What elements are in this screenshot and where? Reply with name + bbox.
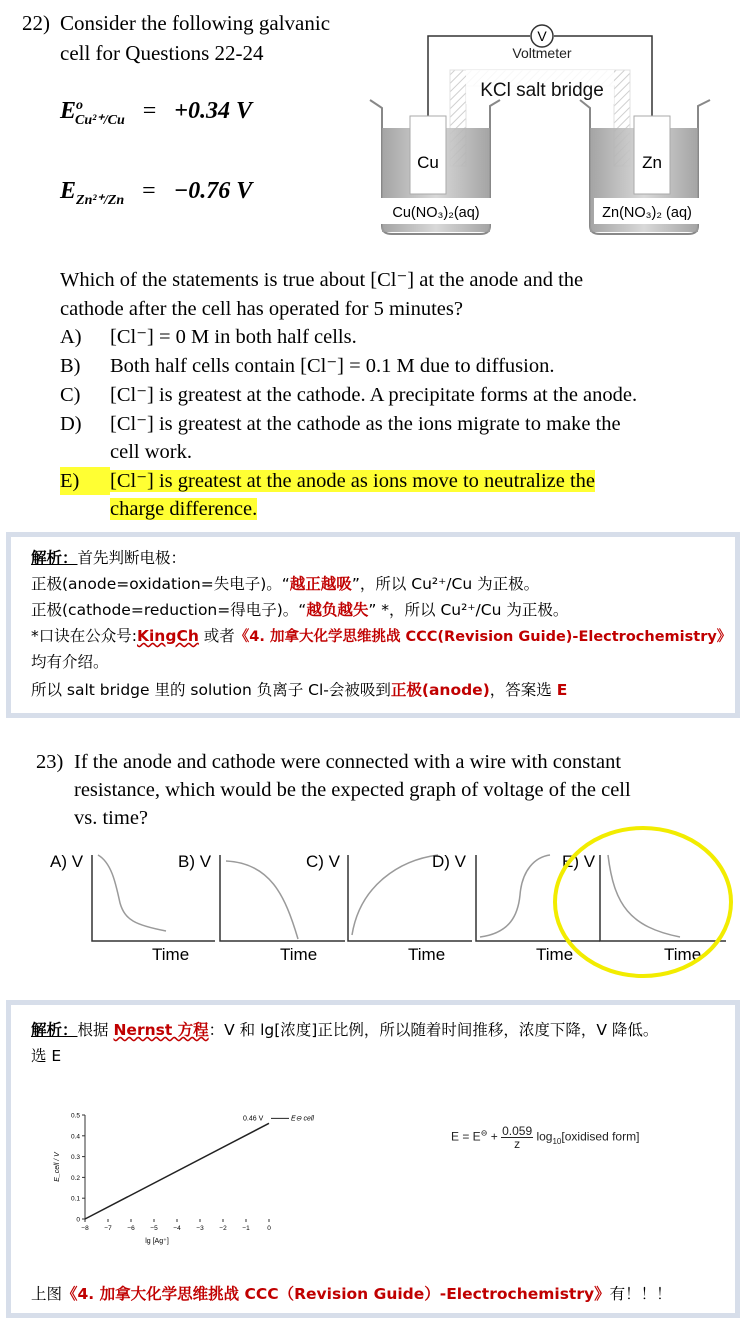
analysis1-line6 (31, 679, 567, 701)
nernst-annotation: 0.46 V (243, 1115, 264, 1123)
option-letter: E) (60, 467, 110, 495)
nernst-data-line (85, 1123, 269, 1219)
graph-c-curve (352, 855, 438, 935)
option-text: [Cl⁻] is greatest at the anode as ions move to neutralize the (110, 470, 596, 492)
graph-e-label: E) V (562, 852, 596, 871)
nernst-x-tick-label: −4 (173, 1225, 181, 1232)
option-letter: D) (60, 413, 82, 435)
e-zn-symbol: E (60, 178, 77, 204)
q23-line1: If the anode and cathode were connected with a wire with constant (74, 751, 622, 773)
nernst-x-tick-label: −8 (81, 1225, 89, 1232)
graph-d-xlabel: Time (536, 945, 574, 964)
e-zn-sub: Zn²⁺/Zn (76, 192, 125, 208)
nernst-y-tick-label: 0.5 (70, 1112, 80, 1120)
q22-question-line2: cathode after the cell has operated for 5 minutes? (60, 298, 463, 320)
graph-d-curve (480, 855, 550, 937)
formula-lhs: E = E (451, 1129, 481, 1144)
analysis1-heading: 解析： (31, 549, 78, 567)
formula-plus: + (490, 1129, 498, 1144)
text: ：V 和 lg[浓度]正比例，所以随着时间推移，浓度下降，V 降低。 (208, 1021, 659, 1039)
e-cu-potential (60, 98, 252, 129)
text: ”，所以 Cu²⁺/Cu 为正极。 (351, 575, 540, 593)
red-link: KingCh (136, 627, 199, 645)
e-cu-sub: Cu²⁺/Cu (75, 112, 125, 128)
e-cu-eq: = (142, 98, 157, 124)
option-text: [Cl⁻] is greatest at the cathode. A precipitate forms at the anode. (110, 384, 638, 406)
text: 正极(anode=oxidation=失电子)。“ (31, 575, 290, 593)
graph-a-curve (98, 855, 166, 931)
nernst-annotation-label: E⊖ cell (291, 1115, 314, 1123)
q22-question-line1: Which of the statements is true about [Cl⁻] at the anode and the (60, 269, 584, 291)
text: 有！！！ (609, 1285, 672, 1303)
analysis2-last-line (31, 1283, 672, 1305)
analysis1-line1-text: 首先判断电极： (77, 549, 187, 567)
analysis2-line1 (31, 1019, 658, 1041)
nernst-x-tick-label: −5 (150, 1225, 158, 1232)
option-text: [Cl⁻] is greatest at the cathode as the ions migrate to make the (110, 413, 621, 435)
nernst-y-tick-label: 0 (76, 1216, 80, 1224)
text: ” *，所以 Cu²⁺/Cu 为正极。 (368, 601, 569, 619)
nernst-y-tick-label: 0.1 (70, 1195, 80, 1203)
option-letter: A) (60, 326, 82, 348)
text: 所以 salt bridge 里的 solution 负离子 Cl-会被吸到 (31, 681, 391, 699)
analysis1-line3 (31, 599, 568, 621)
nernst-ylabel: E_cell / V (54, 1152, 61, 1182)
q22-question (60, 266, 583, 324)
option-text-cont: cell work. (110, 441, 192, 463)
formula-log-sub: 10 (552, 1137, 562, 1147)
red-text: 越负越失 (306, 601, 369, 619)
text: ，答案选 (489, 681, 557, 699)
option-d (60, 410, 621, 466)
e-cu-sup: o (76, 98, 84, 113)
voltmeter-symbol: V (537, 28, 547, 44)
nernst-xlabel: lg [Ag⁺] (145, 1238, 169, 1245)
red-title: 《4. 加拿大化学思维挑战 CCC（Revision Guide）-Electrochemistry》 (62, 1285, 610, 1303)
formula-den: z (514, 1137, 521, 1151)
e-zn-value: −0.76 V (173, 178, 253, 204)
option-letter: C) (60, 384, 81, 406)
e-cu-value: +0.34 V (174, 98, 252, 124)
zn-electrode-label: Zn (642, 153, 662, 172)
formula-log: log (536, 1129, 553, 1144)
nernst-chart (39, 1101, 314, 1251)
text: 上图 (31, 1285, 63, 1303)
red-text: Nernst 方程 (113, 1021, 209, 1039)
analysis-box-2 (6, 1000, 740, 1318)
red-text: 正极(anode) (390, 681, 490, 699)
graph-e-xlabel: Time (664, 945, 702, 964)
graph-a-xlabel: Time (152, 945, 190, 964)
option-text-cont: charge difference. (110, 498, 258, 520)
analysis1-line1 (31, 547, 186, 569)
galvanic-cell-diagram (362, 18, 722, 240)
cu-electrode-label: Cu (417, 153, 439, 172)
q23-line2: resistance, which would be the expected graph of voltage of the cell (74, 779, 631, 801)
formula-num: 0.059 (502, 1124, 533, 1138)
text: 正极(cathode=reduction=得电子)。“ (31, 601, 307, 619)
formula-arg: [oxidised form] (561, 1129, 640, 1144)
option-a (60, 323, 357, 351)
analysis1-line5: 均有介绍。 (31, 653, 109, 671)
formula-fraction (501, 1125, 533, 1150)
nernst-y-tick-label: 0.2 (70, 1174, 80, 1182)
text: 或者 (198, 627, 235, 645)
nernst-formula: E = E⊖ + $\frac{0.059}{z}$ $\log_{10}[oxidised$ form] (451, 1124, 640, 1151)
nernst-y-tick-label: 0.4 (70, 1133, 80, 1141)
left-solution-label: Cu(NO₃)₂(aq) (392, 205, 480, 221)
nernst-x-tick-label: −2 (219, 1225, 227, 1232)
q22-intro-line1: Consider the following galvanic (60, 11, 331, 35)
salt-bridge-label: KCl salt bridge (480, 80, 604, 101)
graph-b-xlabel: Time (280, 945, 318, 964)
analysis1-line4 (31, 625, 731, 648)
q23-line3: vs. time? (74, 807, 149, 829)
nernst-x-tick-label: −6 (127, 1225, 135, 1232)
option-b (60, 352, 554, 380)
graph-b-curve (226, 861, 298, 939)
answer: E (556, 681, 568, 699)
nernst-x-tick-label: −1 (242, 1225, 250, 1232)
nernst-x-tick-label: 0 (267, 1225, 271, 1232)
voltmeter-label: Voltmeter (512, 45, 572, 61)
red-title: 《4. 加拿大化学思维挑战 CCC(Revision Guide)-Electrochemistry》 (234, 629, 732, 645)
q23-number: 23) (36, 751, 64, 773)
analysis-box-1 (6, 532, 740, 718)
e-zn-potential (60, 178, 252, 209)
nernst-x-tick-label: −3 (196, 1225, 204, 1232)
e-zn-eq: = (142, 178, 156, 204)
q22-intro-line2: cell for Questions 22-24 (60, 41, 264, 65)
option-text: Both half cells contain [Cl⁻] = 0.1 M due to diffusion. (110, 355, 555, 377)
right-solution-label: Zn(NO₃)₂ (aq) (602, 205, 692, 221)
graph-a-label: A) V (50, 852, 84, 871)
option-text: [Cl⁻] = 0 M in both half cells. (110, 326, 357, 348)
e-cu-symbol: E (60, 98, 77, 124)
analysis2-line2: 选 E (31, 1047, 62, 1065)
left-beaker (370, 100, 500, 234)
analysis2-heading: 解析： (31, 1021, 78, 1039)
analysis1-line2 (31, 573, 539, 595)
text: *口诀在公众号: (31, 627, 137, 645)
graph-c-label: C) V (306, 852, 340, 871)
right-beaker (580, 100, 710, 234)
graph-d-label: D) V (432, 852, 466, 871)
option-letter: B) (60, 355, 81, 377)
q22-intro (22, 8, 330, 68)
graph-b-label: B) V (178, 852, 212, 871)
text: 根据 (77, 1021, 114, 1039)
graph-c-xlabel: Time (408, 945, 446, 964)
answer-circle-annotation (548, 822, 738, 982)
q23-question (36, 748, 631, 832)
option-c (60, 381, 637, 409)
q22-number: 22) (22, 11, 50, 35)
nernst-x-tick-label: −7 (104, 1225, 112, 1232)
option-e-highlighted (60, 467, 595, 523)
nernst-y-tick-label: 0.3 (70, 1154, 80, 1162)
red-text: 越正越吸 (289, 575, 352, 593)
